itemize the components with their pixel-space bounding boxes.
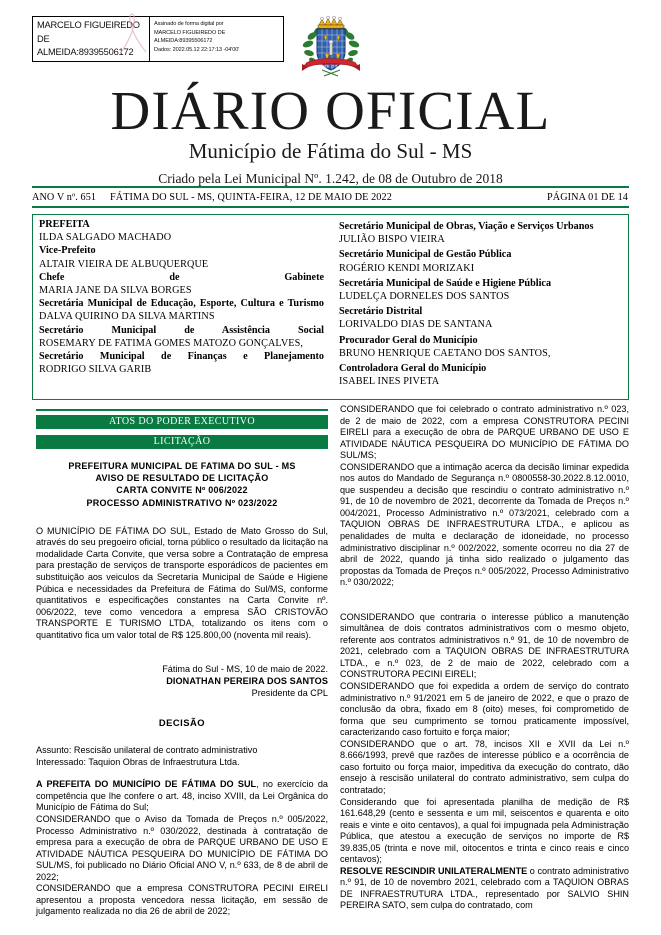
official-role: Procurador Geral do Município <box>339 334 478 346</box>
left-column <box>36 460 328 918</box>
decision-lead-emphasis: A PREFEITA DO MUNICÍPIO DE FÁTIMA DO SUL <box>36 779 257 790</box>
signature-subject-line-1: MARCELO FIGUEIREDO <box>37 20 140 30</box>
official-role: Vice-Prefeito <box>39 245 96 257</box>
officials-box <box>32 214 629 400</box>
decision-considerando-2: CONSIDERANDO que a empresa CONSTRUTORA PECINI EIRELI apresentou a proposta vencedora nessa licitação, em sessão de julgamento realizada no dia 26 de abril de 2022; <box>36 883 328 917</box>
issue-year-number: ANO V nº. 651 <box>32 191 97 203</box>
decision-considerando-7: CONSIDERANDO que o art. 78, incisos XII e XVII da Lei n.º 8.666/1993, prevê que razões de interesse público e a ocorrência de caso fortuito ou força maior, impeditiva da execução do contrato, dão ensejo à rescisão unilateral do contrato administrativo, sem culpa do contratado; <box>340 738 629 795</box>
issue-place-date: FÁTIMA DO SUL - MS, QUINTA-FEIRA, 12 DE MAIO DE 2022 <box>110 191 392 203</box>
official-name: LUDELÇA DORNELES DOS SANTOS <box>339 291 510 303</box>
decision-lead-paragraph <box>36 779 328 814</box>
official-name: RODRIGO SILVA GARIB <box>39 364 152 376</box>
decision-considerando-3: CONSIDERANDO que foi celebrado o contrato administrativo n.º 023, de 2 de maio de 2022, com a empresa CONSTRUTORA PECINI EIRELI para a execução de obra de PARQUE URBANO DE USO E ATIVIDADE NÁUTICA PESQUEIRA DO MUNICÍPIO DE FÁTIMA DO SUL/MS; <box>340 404 629 461</box>
official-role: PREFEITA <box>39 219 90 230</box>
signature-person-name: DIONATHAN PEREIRA DOS SANTOS <box>166 676 328 687</box>
signature-subject <box>33 17 149 61</box>
section-rule <box>36 409 328 411</box>
officials-column-right <box>329 215 628 399</box>
signature-detail-line-3: ALMEIDA:89395506172 <box>154 38 213 45</box>
signature-detail-line-4: Dados: 2022.05.12 22:17:13 -04'00' <box>154 46 240 53</box>
official-name: LORIVALDO DIAS DE SANTANA <box>339 319 493 331</box>
notice-heading-line-2: AVISO DE RESULTADO DE LICITAÇÃO <box>95 473 269 484</box>
signature-subject-line-2: DE <box>37 33 50 44</box>
page-indicator: PÁGINA 01 DE 14 <box>546 191 628 203</box>
official-role: Secretária Municipal de Educação, Esporte, Cultura e Turismo <box>39 298 324 310</box>
official-role: Chefe de Gabinete <box>39 271 324 283</box>
decision-subject: Assunto: Rescisão unilateral de contrato administrativo <box>36 745 258 756</box>
decision-considerando-4: CONSIDERANDO que a intimação acerca da decisão liminar expedida nos autos do Mandado de Segurança n.º 0800558-30.2022.8.12.0010, que suspendeu a decisão que rescindiu o contrato administrativo n.º 91, de 10 de novembro de 2021, decorrente da Tomada de Preços n.º 004/2021, Processo Administrativo n.º 073/2021, celebrado com a TAQUION OBRAS DE INFRAESTRUTURA LTDA., e aplicou as penalidades de multa e declaração de idoneidade, no processo administrativo disciplinar n.º 002/2022, somente ocorreu no dia 27 de abril de 2022, quando já tinha sido realizado o julgamento das propostas da Tomada de Preços n.º 005/2022, Processo Administrativo n.º 030/2022; <box>340 461 629 588</box>
official-name: JULIÃO BISPO VIEIRA <box>339 234 445 246</box>
notice-heading <box>36 460 328 509</box>
official-name: ALTAIR VIEIRA DE ALBUQUERQUE <box>39 258 209 270</box>
official-role: Secretário Distrital <box>339 306 423 318</box>
issue-info-bar <box>32 186 629 208</box>
decision-considerando-5: CONSIDERANDO que contraria o interesse público a manutenção simultânea de dois contratos administrativos com o mesmo objeto, referente aos contratos administrativos n.º 91, de 10 de novembro de 2021, celebrado com a TAQUION OBRAS DE INFRAESTRUTURA LTDA., e n.º 023, de 2 de maio de 2022, celebrado com a CONSTRUTORA PECINI EIRELI; <box>340 611 629 680</box>
decision-interested-party: Interessado: Taquion Obras de Infraestrutura Ltda. <box>36 756 240 767</box>
decision-heading: DECISÃO <box>158 716 206 728</box>
notice-body: O MUNICÍPIO DE FÁTIMA DO SUL, Estado de Mato Grosso do Sul, através do seu pregoeiro oficial, torna público o resultado da licitação na modalidade Carta Convite, que versa sobre a Contratação de empresa para prestação de serviços de transporte esporádicos de pacientes em substituição aos veiculos da Secretaria Municipal de Saúde e Higiene Púbica e necessidades da Prefeitura de Fátima do Sul/MS, conforme quantitativos e especificações constantes na Carta Convite nº. 006/2022, teve como vencedora a empresa SÃO CRISTOVÃO TRANSPORTE E TURISMO LTDA, totalizando os itens com o quantitativo fica um valor total de R$ 125.800,00 (noventa mil reais). <box>36 525 328 640</box>
official-name: ISABEL INES PIVETA <box>339 376 440 388</box>
svg-text:FATIMA DO SUL: FATIMA DO SUL <box>314 64 348 69</box>
notice-signature-block <box>36 664 328 699</box>
signature-person-role: Presidente da CPL <box>251 687 328 698</box>
decision-lead-rest: , no exercício da competência que lhe confere o art. 48, inciso XVIII, da Lei Orgânica do Município de Fátima do Sul; <box>36 779 328 813</box>
decision-considerando-1: CONSIDERANDO que o Aviso da Tomada de Preços n.º 005/2022, Processo Administrativo n.º 030/2022, destinada à contratação de empresa para a execução de obra de PARQUE URBANO DE USO E ATIVIDADE NÁUTICA PESQUEIRA DO MUNICÍPIO DE FÁTIMA DO SUL/MS, foi publicado no Diário Oficial ANO V, n.º 633, de 8 de abril de 2022; <box>36 813 328 882</box>
masthead <box>0 80 661 188</box>
official-name: ROGÉRIO KENDI MORIZAKI <box>339 262 475 274</box>
officials-column-left <box>33 215 329 399</box>
official-name: MARIA JANE DA SILVA BORGES <box>39 285 192 297</box>
masthead-subtitle: Município de Fátima do Sul - MS <box>188 139 473 163</box>
official-role: Secretário Municipal de Obras, Viação e Serviços Urbanos <box>339 221 594 232</box>
official-role: Secretário Municipal de Finanças e Planejamento <box>39 351 324 363</box>
official-role: Secretária Municipal de Saúde e Higiene Pública <box>339 277 552 289</box>
digital-signature-stamp <box>32 16 284 62</box>
section-bar-bidding: LICITAÇÃO <box>36 435 328 449</box>
official-role: Controladora Geral do Município <box>339 363 487 375</box>
notice-heading-line-4: PROCESSO ADMINISTRATIVO Nº 023/2022 <box>86 497 278 508</box>
official-role: Secretário Municipal de Gestão Pública <box>339 249 512 261</box>
decision-resolution-emphasis: RESOLVE RESCINDIR UNILATERALMENTE <box>340 865 528 876</box>
official-name: ROSEMARY DE FATIMA GOMES MATOZO GONÇALVES, <box>39 337 304 349</box>
municipal-coat-of-arms-icon <box>288 14 374 82</box>
official-name: DALVA QUIRINO DA SILVA MARTINS <box>39 311 215 323</box>
right-column <box>340 404 629 912</box>
decision-considerando-8: Considerando que foi apresentada planilha de medição de R$ 161.648,29 (cento e sessenta e um mil, seiscentos e quarenta e oito reais e vinte e oito centavos), a qual foi impugnada pela Administração Pública, que atestou a execução de serviços no importe de R$ 39.835,05 (trinta e nove mil, oitocentos e trinta e cinco reais e cinco centavos); <box>340 796 629 865</box>
official-name: ILDA SALGADO MACHADO <box>39 232 172 244</box>
signature-place-date: Fátima do Sul - MS, 10 de maio de 2022. <box>162 664 328 675</box>
official-role: Secretário Municipal de Assistência Social <box>39 324 324 336</box>
decision-considerando-6: CONSIDERANDO que foi expedida a ordem de serviço do contrato administrativo n.º 91/2021 em 5 de janeiro de 2022, e que o prazo de conclusão da obra, fixado em 8 (oito) meses, foi comprometido de forma que seu cumprimento se tornou praticamente impossível, caracterizando caso fortuito e força maior; <box>340 681 629 738</box>
signature-subject-line-3: ALMEIDA:89395506172 <box>37 47 134 57</box>
signature-detail-line-1: Assinado de forma digital por <box>154 21 224 27</box>
decision-resolution-rest: o contrato administrativo n.º 91, de 10 de novembro 2021, celebrado com a TAQUION OBRAS DE INFRAESTRUTURA LTDA., representado por SALVIO SHIN PEREIRA SATO, sem culpa do contratado, com <box>340 865 629 911</box>
masthead-law-reference: Criado pela Lei Municipal Nº. 1.242, de 08 de Outubro de 2018 <box>158 171 503 186</box>
official-name: BRUNO HENRIQUE CAETANO DOS SANTOS, <box>339 347 551 359</box>
page-title: DIÁRIO OFICIAL <box>110 80 551 141</box>
notice-heading-line-3: CARTA CONVITE Nº 006/2022 <box>116 485 248 496</box>
section-bar-executive-acts: ATOS DO PODER EXECUTIVO <box>36 415 328 429</box>
decision-resolution <box>340 866 629 912</box>
signature-details <box>150 17 283 61</box>
signature-detail-line-2: MARCELO FIGUEIREDO DE <box>154 29 226 36</box>
notice-heading-line-1: PREFEITURA MUNICIPAL DE FATIMA DO SUL - MS <box>68 461 296 471</box>
